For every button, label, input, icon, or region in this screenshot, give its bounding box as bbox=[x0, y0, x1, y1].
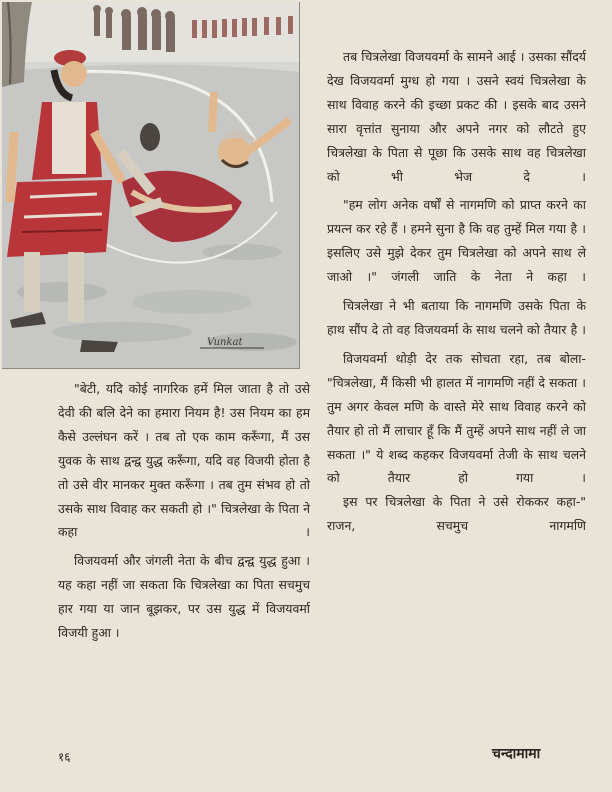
magazine-name: चन्दामामा bbox=[492, 746, 541, 762]
page-number: १६ bbox=[58, 750, 71, 764]
artist-signature: Vunkat bbox=[207, 337, 243, 348]
left-column bbox=[58, 377, 310, 645]
paragraph: विजयवर्मा थोड़ी देर तक सोचता रहा, तब बोला-"चित्रलेखा, मैं किसी भी हालत में नागमणि नहीं दे सकता । तुम अगर केवल मणि के वास्ते मेरे साथ विवाह करने को तैयार हो तो मैं लाचार हूँ कि मैं तुम्हें अपने साथ नहीं ले जा सकता ।" ये शब्द कहकर विजयवर्मा तेजी के साथ चलने को तैयार हो गया । bbox=[327, 350, 586, 486]
illustration-duel-scene-icon bbox=[2, 2, 299, 368]
paragraph: "बेटी, यदि कोई नागरिक हमें मिल जाता है तो उसे देवी की बलि देने का हमारा नियम है! उस नियम का हम कैसे उल्लंघन करें । तब तो एक काम करूँगा, मैं उस युवक के साथ द्वन्द्व युद्ध करूँगा, यदि वह विजयी होता है तो उसे वीर मानकर मुक्त करूँगा । तब तुम संभव हो तो उसके साथ विवाह कर सकती हो ।" चित्रलेखा के पिता ने कहा । bbox=[58, 381, 310, 540]
right-column bbox=[327, 45, 586, 538]
paragraph: "हम लोग अनेक वर्षों से नागमणि को प्राप्त करने का प्रयत्न कर रहे हैं । हमने सुना है कि वह तुम्हें मिल गया है । इसलिए उसे मुझे देकर तुम चित्रलेखा को अपने साथ ले जाओ ।" जंगली जाति के नेता ने कहा । bbox=[327, 197, 586, 285]
paragraph: चित्रलेखा ने भी बताया कि नागमणि उसके पिता के हाथ सौंप दे तो वह विजयवर्मा के साथ चलने को तैयार है । bbox=[327, 298, 586, 337]
paragraph: विजयवर्मा और जंगली नेता के बीच द्वन्द्व युद्ध हुआ । यह कहा नहीं जा सकता कि चित्रलेखा का पिता सचमुच हार गया या जान बूझकर, पर उस युद्ध में विजयवर्मा विजयी हुआ । bbox=[58, 553, 310, 641]
duel-illustration bbox=[2, 2, 300, 369]
paragraph: तब चित्रलेखा विजयवर्मा के सामने आई । उसका सौंदर्य देख विजयवर्मा मुग्ध हो गया । उसने स्वयं चित्रलेखा के साथ विवाह करने की इच्छा प्रकट की । इसके बाद उसने सारा वृत्तांत सुनाया और अपने नगर को लौटते हुए चित्रलेखा के पिता से पूछा कि उसके साथ वह चित्रलेखा को भी भेज दे । bbox=[327, 49, 586, 184]
paragraph: इस पर चित्रलेखा के पिता ने उसे रोककर कहा-" राजन, सचमुच नागमणि bbox=[327, 494, 586, 534]
